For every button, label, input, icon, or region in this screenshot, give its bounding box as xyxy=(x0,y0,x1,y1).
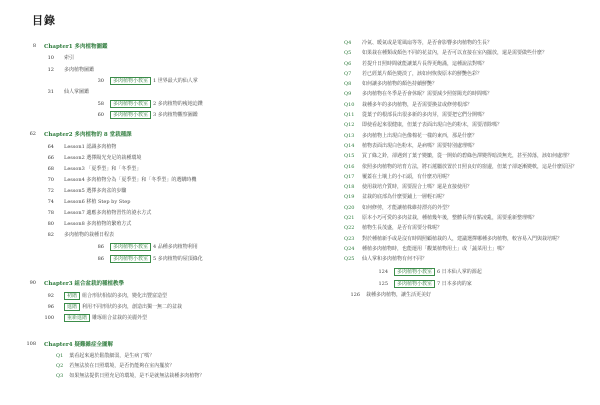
faq-number: Q18 xyxy=(344,184,355,191)
toc-entry-text: 7 日本多肉的家 xyxy=(437,281,472,288)
faq-number: Q22 xyxy=(344,225,355,232)
faq-number: Q15 xyxy=(344,153,355,160)
page-title: 目錄 xyxy=(32,14,56,27)
toc-page: 12 xyxy=(47,67,54,73)
faq-item xyxy=(56,353,154,359)
classroom-tag: 多肉植物小教室 xyxy=(110,243,151,251)
toc-entry xyxy=(64,303,182,311)
faq-item xyxy=(344,112,590,118)
toc-page: 80 xyxy=(47,221,54,227)
classroom-tag: 多肉植物小教室 xyxy=(110,77,151,85)
faq-item xyxy=(344,50,590,56)
faq-text: 多肉植物上出現白色像棉花一樣的東西，那是什麼？ xyxy=(362,132,478,139)
chapter4-page: 108 xyxy=(26,341,36,347)
faq-text: 買了綠之鈴，卻遇到了葉子變皺，從一開始的碧綠色澤變得暗淡無光，甚至掉落，該如何處理？ xyxy=(362,153,573,160)
toc-page: 30 xyxy=(97,78,104,84)
toc-page: 66 xyxy=(47,155,54,161)
toc-page: 72 xyxy=(47,188,54,194)
faq-text: 原本小巧可愛的多肉盆栽，種植幾年後，整體長得有點凌亂，需要重新整理嗎？ xyxy=(362,215,538,222)
faq-number: Q14 xyxy=(344,142,355,149)
toc-entry: 索引 xyxy=(64,55,75,61)
toc-page: 124 xyxy=(378,269,388,276)
faq-number: Q24 xyxy=(344,245,355,252)
faq-number: Q19 xyxy=(344,194,355,201)
faq-text: 如何修剪，才能讓植株維持漂亮的外型？ xyxy=(362,204,453,211)
toc-entry-text: 雕琢組合盆栽的美麗外型 xyxy=(92,315,148,321)
faq-text: 多肉植物在冬季是否會休眠？需要減少照射陽光的時間嗎？ xyxy=(362,91,493,98)
faq-item xyxy=(344,215,590,221)
faq-number: Q11 xyxy=(344,112,355,119)
faq-text: 葉看起來過於鬆散細弱，是生病了嗎？ xyxy=(69,353,155,359)
level-tag: 重新進階 xyxy=(64,314,90,322)
faq-text: 冷氣、暖氣或是電風扇等等，是否會影響多肉植物的生長？ xyxy=(362,40,493,46)
toc-entry xyxy=(110,243,198,251)
toc-page: 64 xyxy=(47,144,54,150)
toc-entry: Lesson6 移植 Step by Step xyxy=(64,199,131,205)
faq-text: 種植多肉植物時，也能運用「觀葉植物用土」或「蔬菜用土」嗎？ xyxy=(362,245,508,252)
faq-text: 若已經葉片顏色變淡了，該如何恢復原本的鮮艷色彩？ xyxy=(362,70,483,77)
classroom-tag: 多肉植物小教室 xyxy=(394,268,435,276)
faq-item xyxy=(344,71,590,77)
chapter2-page: 62 xyxy=(29,131,36,137)
faq-number: Q20 xyxy=(344,204,355,211)
faq-item xyxy=(344,225,590,231)
faq-item xyxy=(344,81,590,87)
faq-number: Q4 xyxy=(344,40,352,46)
faq-number: Q16 xyxy=(344,163,355,170)
toc-page: 86 xyxy=(97,256,104,262)
toc-page: 125 xyxy=(378,281,388,288)
faq-text: 從葉子的根部長出很多新的多肉芽，需要把它們分開嗎？ xyxy=(362,112,488,119)
faq-item xyxy=(344,256,590,262)
toc-page: 86 xyxy=(97,244,104,250)
chapter3-title: Chapter3 組合盆栽的種植教學 xyxy=(44,281,124,287)
faq-item xyxy=(344,122,590,128)
toc-entry: Lesson4 多肉植物分為「夏季型」和「冬季型」的選購時機 xyxy=(64,177,197,183)
faq-number: Q5 xyxy=(344,50,352,57)
faq-number: Q7 xyxy=(344,70,352,77)
faq-item xyxy=(344,143,590,149)
right-column xyxy=(344,40,590,298)
faq-number: Q9 xyxy=(344,91,352,98)
toc-entry-text: 5 多肉植物的屋頂綠化 xyxy=(153,256,203,262)
level-tag: 初階 xyxy=(64,292,80,300)
faq-item xyxy=(344,164,590,170)
faq-text: 依照多肉植物的培育方法，將石蓮屬放置於日照良好的窗邊，但葉子卻逐漸變軟，這是什麼原因？ xyxy=(362,163,578,170)
faq-number: Q13 xyxy=(344,132,355,139)
toc-entry xyxy=(110,111,198,119)
toc-page: 78 xyxy=(47,210,54,216)
toc-entry-text: 栽種多肉植物，讓生活更美好 xyxy=(366,292,432,299)
faq-list xyxy=(344,40,590,298)
chapter4-title: Chapter4 疑難雜症全圖解 xyxy=(44,342,113,348)
faq-item xyxy=(56,373,204,379)
toc-page: 92 xyxy=(47,293,54,299)
toc-page: 74 xyxy=(47,199,54,205)
toc-entry: Lesson5 選擇多肉盆的步驟 xyxy=(64,188,127,194)
toc-page: 96 xyxy=(47,304,54,310)
toc-entry xyxy=(110,77,198,85)
faq-text: 覆蓋在土壤上的小石頭，有什麼功用呢？ xyxy=(362,173,453,180)
toc-entry xyxy=(64,292,167,300)
toc-entry xyxy=(372,268,590,276)
toc-entry xyxy=(372,280,590,288)
faq-item xyxy=(344,102,590,108)
chapter1-title: Chapter1 多肉植物圖鑑 xyxy=(44,44,108,50)
toc-entry: 仙人掌圖鑑 xyxy=(64,89,90,95)
toc-page: 60 xyxy=(97,112,104,118)
faq-text: 如果無法提供日照充足的環境，是不是就無法栽種多肉植物？ xyxy=(69,373,205,379)
faq-item xyxy=(344,246,590,252)
faq-number: Q12 xyxy=(344,122,355,129)
level-tag: 進階 xyxy=(64,303,80,311)
faq-number: Q1 xyxy=(56,353,64,359)
chapter1-page: 8 xyxy=(32,43,36,49)
faq-item xyxy=(344,91,590,97)
toc-entry xyxy=(110,100,203,108)
faq-number: Q17 xyxy=(344,173,355,180)
faq-text: 若提升日照時間就能讓葉片長得更飽滿，這種說法對嗎？ xyxy=(362,60,488,67)
toc-entry xyxy=(64,314,147,322)
toc-entry-text: 利用不同形狀的多肉，創造出獨一無二的盆栽 xyxy=(82,304,183,310)
toc-entry: 多肉植物的栽種日程表 xyxy=(64,232,115,238)
faq-text: 盆栽的底部為什麼要鋪上一層輕石呢？ xyxy=(362,194,448,201)
classroom-tag: 多肉植物小教室 xyxy=(110,100,151,108)
faq-number: Q10 xyxy=(344,101,355,108)
toc-entry: Lesson3 「夏季型」和「冬季型」 xyxy=(64,166,142,172)
faq-item xyxy=(344,40,590,46)
faq-item xyxy=(344,61,590,67)
faq-number: Q6 xyxy=(344,60,352,67)
faq-number: Q2 xyxy=(56,363,64,369)
faq-item xyxy=(344,194,590,200)
toc-entry-text: 6 日本仙人掌的源起 xyxy=(437,269,482,276)
faq-item xyxy=(344,133,590,139)
toc-entry-text: 4 品種多肉植物利用 xyxy=(153,244,198,250)
chapter3-page: 90 xyxy=(29,280,36,286)
faq-text: 仙人掌和多肉植物有何不同？ xyxy=(362,256,428,263)
faq-item xyxy=(344,153,590,159)
toc-page: 70 xyxy=(47,177,54,183)
faq-item xyxy=(344,205,590,211)
faq-text: 如果栽在種類或顏色不同的花盆內，是否可以直接在室內擺放，還是需要做些什麼？ xyxy=(362,50,548,57)
chapter2-title: Chapter2 多肉植物的 8 堂栽種課 xyxy=(44,132,132,138)
faq-number: Q8 xyxy=(344,81,352,88)
toc-entry-text: 2 多肉植物的瘦地迫鑽 xyxy=(153,101,203,107)
toc-entry: Lesson7 適應多肉植物習性的澆水方式 xyxy=(64,210,152,216)
toc-page: 58 xyxy=(97,101,104,107)
toc-entry xyxy=(110,255,203,263)
classroom-tag: 多肉植物小教室 xyxy=(394,280,435,288)
toc-entry xyxy=(344,292,590,298)
faq-number: Q21 xyxy=(344,215,355,222)
toc-entry: Lesson1 認識多肉植物 xyxy=(64,144,117,150)
faq-number: Q25 xyxy=(344,256,355,263)
faq-text: 對於種植新手或是沒有時間照顧植栽的人，建議選擇哪種多肉植物，較容易入門與栽培呢？ xyxy=(362,235,563,242)
toc-entry-text: 3 多肉植物觀察圖鑑 xyxy=(153,112,198,118)
faq-item xyxy=(344,184,590,190)
faq-text: 如何讓多肉植物的顏色持續鮮艷？ xyxy=(362,81,438,88)
toc-page: 10 xyxy=(47,55,54,61)
toc-page: 68 xyxy=(47,166,54,172)
faq-item xyxy=(344,174,590,180)
toc-page: 82 xyxy=(47,232,54,238)
toc-page: 31 xyxy=(47,89,54,95)
faq-text: 若無法放在日照環境，是否仍能夠在室內擺放？ xyxy=(69,363,175,369)
faq-text: 使用栽培介質時，需要混合土嗎？還是直接使用？ xyxy=(362,184,473,191)
faq-text: 栽種多年的多肉植物，是否需要換盆或修剪根部？ xyxy=(362,101,473,108)
faq-text: 即使看起來很健康，但葉子表面出現白色的粉末，需要清除嗎？ xyxy=(362,122,503,129)
faq-item xyxy=(344,236,590,242)
faq-text: 植物表面出現白色粉末，是病嗎？需要特別處理嗎？ xyxy=(362,142,478,149)
faq-item xyxy=(56,363,174,369)
toc-entry-text: 1 世界最大的仙人掌 xyxy=(153,78,198,84)
toc-page: 126 xyxy=(350,292,360,299)
toc-page: 100 xyxy=(44,315,54,321)
faq-text: 植物生長茂盛，是否有需要分株呢？ xyxy=(362,225,443,232)
faq-number: Q3 xyxy=(56,373,64,379)
faq-number: Q23 xyxy=(344,235,355,242)
toc-entry-text: 組合形狀相似的多肉，變化出豐富造型 xyxy=(82,293,168,299)
toc-entry: Lesson2 選擇陽光充足的栽種環境 xyxy=(64,155,142,161)
toc-entry: 多肉植物圖鑑 xyxy=(64,67,95,73)
classroom-tag: 多肉植物小教室 xyxy=(110,255,151,263)
classroom-tag: 多肉植物小教室 xyxy=(110,111,151,119)
toc-entry: Lesson8 多肉植物的繁殖方式 xyxy=(64,221,132,227)
